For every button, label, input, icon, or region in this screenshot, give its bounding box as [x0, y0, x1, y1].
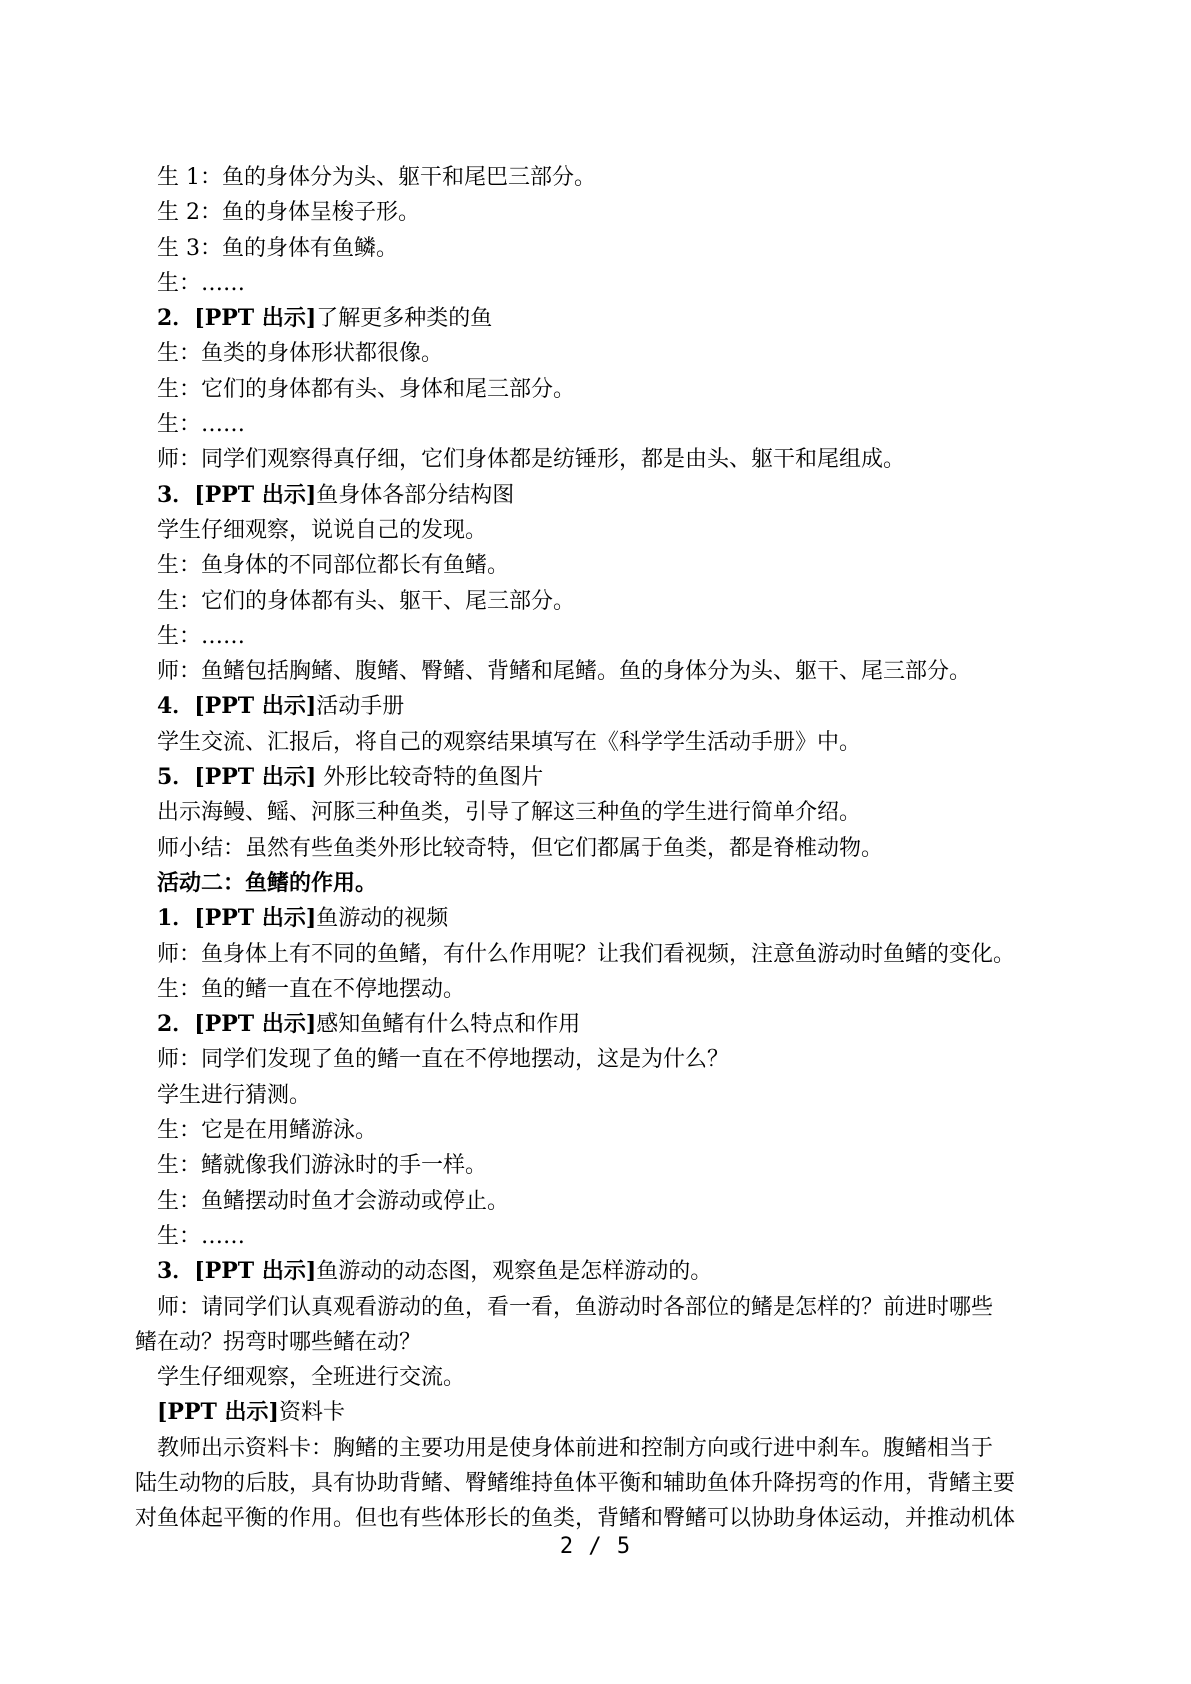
ppt-step-line	[157, 1007, 1092, 1042]
ppt-step-prefix: 3．[PPT 出示]	[157, 1258, 317, 1285]
ppt-step-prefix: 3．[PPT 出示]	[157, 481, 317, 508]
ppt-step-text: 感知鱼鳍有什么特点和作用	[316, 1012, 581, 1038]
ppt-step-line	[157, 301, 1092, 336]
text-line: 生：它们的身体都有头、躯干、尾三部分。	[157, 588, 576, 614]
text-line: 师：同学们观察得真仔细，它们身体都是纺锤形，都是由头、躯干和尾组成。	[157, 447, 906, 473]
text-line: 生：……	[157, 1223, 246, 1249]
ppt-step-line	[157, 901, 1092, 936]
ppt-step-prefix: 1．[PPT 出示]	[157, 905, 317, 932]
ppt-step-prefix: 5．[PPT 出示]	[157, 764, 317, 791]
text-line: 生 2：鱼的身体呈梭子形。	[157, 200, 420, 226]
text-line: 师：鱼身体上有不同的鱼鳍，有什么作用呢？让我们看视频，注意鱼游动时鱼鳍的变化。	[157, 941, 1016, 967]
ppt-step-prefix: 2．[PPT 出示]	[157, 305, 317, 332]
section-heading: 活动二：鱼鳍的作用。	[157, 869, 378, 896]
text-line: 生：它是在用鳍游泳。	[157, 1118, 378, 1144]
card-line-1: 教师出示资料卡：胸鳍的主要功用是使身体前进和控制方向或行进中刹车。腹鳍相当于	[157, 1435, 994, 1461]
card-line-3: 对鱼体起平衡的作用。但也有些体形长的鱼类，背鳍和臀鳍可以协助身体运动，并推动机体	[135, 1506, 1016, 1532]
text-line: 学生进行猜测。	[157, 1082, 312, 1108]
text-line: 生：……	[157, 623, 246, 649]
ppt-step-text: 鱼游动的视频	[316, 906, 449, 932]
ppt-step-line	[157, 478, 1092, 513]
text-line: 生：鳍就像我们游泳时的手一样。	[157, 1153, 488, 1179]
card-heading-text: 资料卡	[278, 1400, 345, 1426]
text-line: 生 1：鱼的身体分为头、躯干和尾巴三部分。	[157, 165, 596, 190]
text-line: 生：鱼的鳍一直在不停地摆动。	[157, 976, 466, 1002]
lines-container	[157, 160, 1092, 1290]
ppt-step-line	[157, 1254, 1092, 1289]
text-line: 生：鱼鳍摆动时鱼才会游动或停止。	[157, 1188, 510, 1214]
ppt-step-prefix: 4．[PPT 出示]	[157, 693, 317, 720]
card-heading-prefix: [PPT 出示]	[157, 1399, 279, 1426]
text-line: 生：……	[157, 412, 246, 438]
text-line: 师小结：虽然有些鱼类外形比较奇特，但它们都属于鱼类，都是脊椎动物。	[157, 835, 884, 861]
document-body	[135, 160, 1092, 1537]
ppt-step-text: 外形比较奇特的鱼图片	[316, 765, 544, 791]
observe-line: 学生仔细观察，全班进行交流。	[157, 1365, 466, 1391]
text-line: 生 3：鱼的身体有鱼鳞。	[157, 235, 398, 261]
card-heading	[157, 1395, 1092, 1430]
text-line: 生：鱼身体的不同部位都长有鱼鳍。	[157, 553, 510, 579]
ppt-step-text: 了解更多种类的鱼	[316, 306, 493, 332]
text-line: 出示海鳗、鳐、河豚三种鱼类，引导了解这三种鱼的学生进行简单介绍。	[157, 800, 862, 826]
text-line: 师：同学们发现了鱼的鳍一直在不停地摆动，这是为什么？	[157, 1047, 730, 1073]
text-line: 师：鱼鳍包括胸鳍、腹鳍、臀鳍、背鳍和尾鳍。鱼的身体分为头、躯干、尾三部分。	[157, 659, 972, 685]
ppt-step-text: 活动手册	[316, 694, 405, 720]
text-line: 生：它们的身体都有头、身体和尾三部分。	[157, 376, 576, 402]
ppt-step-text: 鱼身体各部分结构图	[316, 482, 515, 508]
text-line: 生：鱼类的身体形状都很像。	[157, 341, 444, 367]
text-line: 学生仔细观察，说说自己的发现。	[157, 517, 488, 543]
text-line: 学生交流、汇报后，将自己的观察结果填写在《科学学生活动手册》中。	[157, 729, 862, 755]
teacher-question-line-2: 鳍在动？拐弯时哪些鳍在动？	[135, 1329, 422, 1355]
ppt-step-line	[157, 689, 1092, 724]
ppt-step-line	[157, 760, 1092, 795]
card-line-2: 陆生动物的后肢，具有协助背鳍、臀鳍维持鱼体平衡和辅助鱼体升降拐弯的作用，背鳍主要	[135, 1470, 1016, 1496]
teacher-question-line-1: 师：请同学们认真观看游动的鱼，看一看，鱼游动时各部位的鳍是怎样的？前进时哪些	[157, 1294, 994, 1320]
page-number: 2 / 5	[559, 1534, 632, 1559]
text-line: 生：……	[157, 270, 246, 296]
ppt-step-text: 鱼游动的动态图，观察鱼是怎样游动的。	[316, 1259, 713, 1285]
ppt-step-prefix: 2．[PPT 出示]	[157, 1011, 317, 1038]
